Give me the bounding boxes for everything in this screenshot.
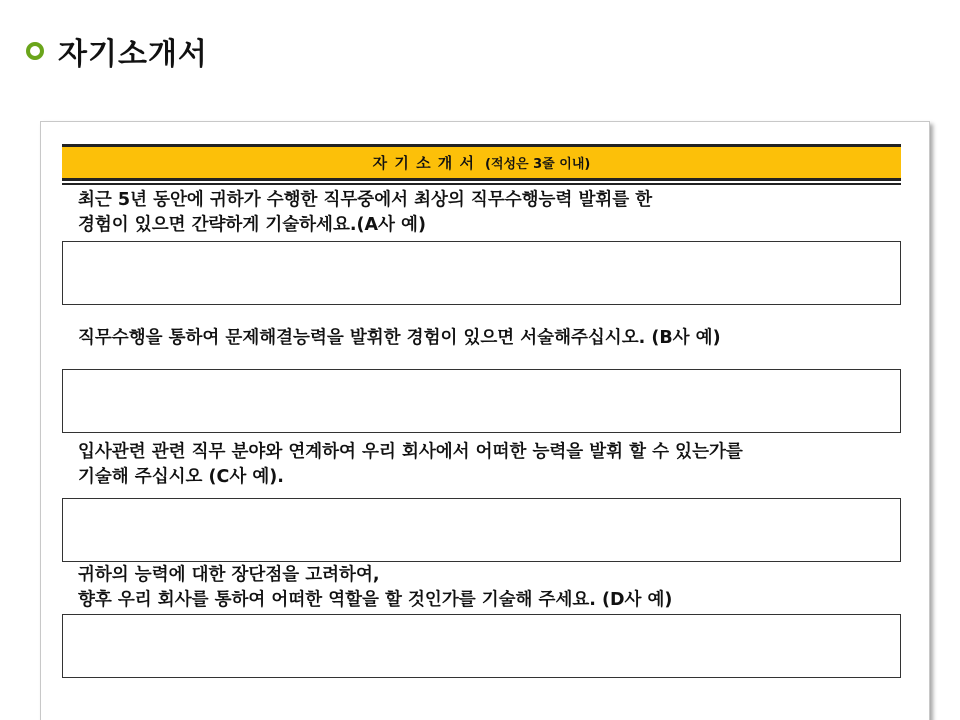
title-row: [26, 28, 208, 74]
question-4: [78, 563, 672, 613]
form-header: [62, 144, 901, 181]
question-4-line-1: 귀하의 능력에 대한 장단점을 고려하여,: [78, 565, 380, 585]
answer-box-3[interactable]: [62, 498, 901, 562]
page-title: 자기소개서: [58, 37, 208, 72]
answer-box-1[interactable]: [62, 241, 901, 305]
answer-box-4[interactable]: [62, 614, 901, 678]
form-header-note: (적성은 3줄 이내): [485, 157, 591, 172]
form-header-title: 자 기 소 개 서: [372, 154, 475, 172]
question-3: [78, 440, 743, 490]
question-4-line-2: 향후 우리 회사를 통하여 어떠한 역할을 할 것인가를 기술해 주세요. (D사 예): [78, 590, 673, 610]
answer-box-2[interactable]: [62, 369, 901, 433]
form-card: [40, 121, 930, 720]
ring-bullet-icon: [26, 42, 44, 60]
question-1-line-2: 경험이 있으면 간략하게 기술하세요.(A사 예): [78, 215, 426, 235]
question-3-line-2: 기술해 주십시오 (C사 예).: [78, 467, 284, 487]
question-3-line-1: 입사관련 관련 직무 분야와 연계하여 우리 회사에서 어떠한 능력을 발휘 할 수 있는가를: [78, 442, 743, 462]
question-2: [78, 326, 721, 351]
question-1-line-1: 최근 5년 동안에 귀하가 수행한 직무중에서 최상의 직무수행능력 발휘를 한: [78, 190, 653, 210]
question-2-line-1: 직무수행을 통하여 문제해결능력을 발휘한 경험이 있으면 서술해주십시오. (B사 예): [78, 328, 721, 348]
question-1: [78, 188, 652, 238]
